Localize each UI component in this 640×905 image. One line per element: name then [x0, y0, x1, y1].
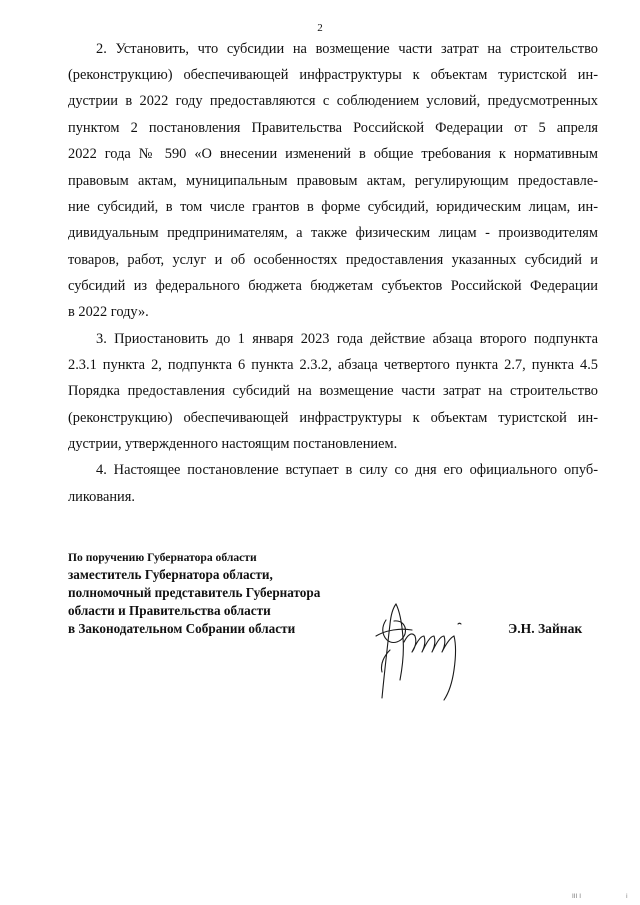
paragraph-2-line-10: субсидий из федерального бюджета бюджетам субъектов Российской Федерации [68, 278, 598, 294]
signer-name: Э.Н. Зайнак [508, 621, 583, 636]
signer-position-line-2: полномочный представитель Губернатора [68, 585, 321, 600]
paragraph-2-line-3: дустрии в 2022 году предоставляются с соблюдением условий, предусмотренных [68, 93, 598, 109]
signer-position-line-1: заместитель Губернатора области, [68, 567, 273, 582]
signer-position-line-4: в Законодательном Собрании области [68, 621, 296, 636]
paragraph-3-line-4: (реконструкцию) обеспечивающей инфраструктуры к объектам туристской ин- [68, 410, 598, 426]
paragraph-2-line-11: в 2022 году». [68, 304, 149, 320]
paragraph-2-line-1: 2. Установить, что субсидии на возмещение части затрат на строительство [96, 41, 598, 57]
paragraph-2-line-6: правовым актам, муниципальным правовым актам, регулирующим предоставле- [68, 173, 598, 189]
paragraph-3-line-5: дустрии, утвержденного настоящим постановлением. [68, 436, 398, 452]
paragraph-2-line-9: товаров, работ, услуг и об особенностях предоставления указанных субсидий и [68, 252, 598, 268]
paragraph-3-line-3: Порядка предоставления субсидий на возмещение части затрат на строительство [68, 383, 598, 399]
footer-mark-left: ІІІ І [572, 893, 581, 900]
paragraph-4-line-2: ликования. [68, 489, 135, 505]
paragraph-2-line-5: 2022 года № 590 «О внесении изменений в общие требования к нормативным [68, 146, 598, 162]
paragraph-2-line-4: пунктом 2 постановления Правительства Российской Федерации от 5 апреля [68, 120, 598, 136]
paragraph-2-line-2: (реконструкцию) обеспечивающей инфраструктуры к объектам туристской ин- [68, 67, 598, 83]
paragraph-4-line-1: 4. Настоящее постановление вступает в силу со дня его официального опуб- [96, 462, 598, 478]
signer-position-line-3: области и Правительства области [68, 603, 271, 618]
handwritten-signature [360, 590, 480, 710]
footer-mark-right: і [626, 893, 628, 900]
paragraph-3-line-1: 3. Приостановить до 1 января 2023 года действие абзаца второго подпункта [96, 331, 598, 347]
paragraph-3-line-2: 2.3.1 пункта 2, подпункта 6 пункта 2.3.2, абзаца четвертого пункта 2.7, пункта 4.5 [68, 357, 598, 373]
page-number: 2 [317, 22, 323, 34]
by-order-label: По поручению Губернатора области [68, 551, 257, 564]
paragraph-2-line-8: дивидуальным предпринимателям, а также физическим лицам - производителям [68, 225, 598, 241]
paragraph-2-line-7: ние субсидий, в том числе грантов в форме субсидий, юридическим лицам, ин- [68, 199, 598, 215]
